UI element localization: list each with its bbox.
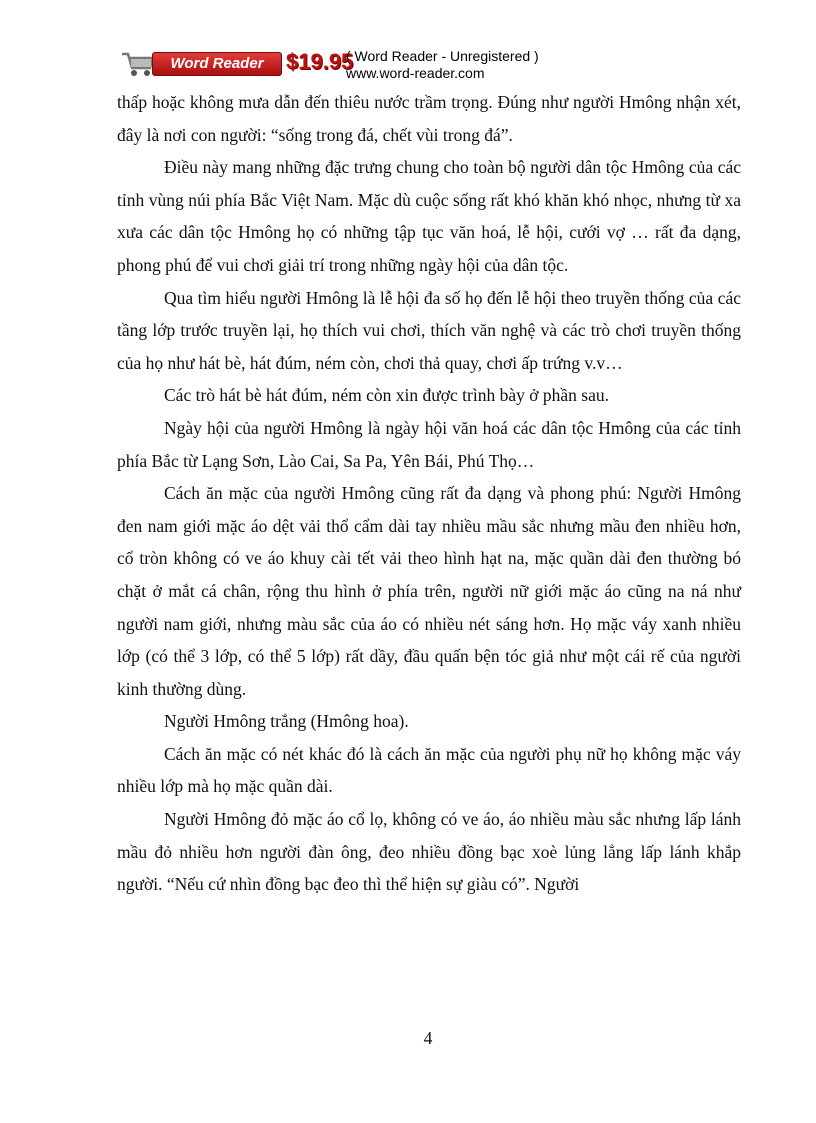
paragraph: Người Hmông đỏ mặc áo cổ lọ, không có ve áo, áo nhiều màu sắc nhưng lấp lánh mầu đỏ nhiều hơn người đàn ông, đeo nhiều đồng bạc xoè lủng lẳng lấp lánh khắp người. “Nếu cứ nhìn đồng bạc đeo thì thể hiện sự giàu có”. Người <box>117 809 741 895</box>
shopping-cart-icon <box>120 50 156 78</box>
paragraph: Các trò hát bè hát đúm, ném còn xin được trình bày ở phần sau. <box>164 385 609 406</box>
paragraph: Cách ăn mặc của người Hmông cũng rất đa dạng và phong phú: Người Hmông đen nam giới mặc áo dệt vải thổ cẩm dài tay nhiều mầu sắc nhưng mầu đen nhiều hơn, cổ tròn không có ve áo khuy cài tết vải theo hình hạt na, mặc quần dài đen thường bó chặt ở mắt cá chân, rộng thu hình ở phía trên, người nữ giới mặc áo cũng na ná như người nam giới, nhưng màu sắc của áo có nhiều nét sáng hơn. Họ mặc váy xanh nhiều lớp (có thể 3 lớp, có thể 5 lớp) rất dầy, đầu quấn bện tóc giả như một cái rế của người kinh thường dùng. <box>117 483 741 699</box>
document-body <box>117 86 741 901</box>
paragraph: Cách ăn mặc có nét khác đó là cách ăn mặc của người phụ nữ họ không mặc váy nhiều lớp mà họ mặc quần dài. <box>117 743 741 797</box>
price-label: $19.95 <box>286 49 354 74</box>
paragraph: Qua tìm hiểu người Hmông là lễ hội đa số họ đến lễ hội theo truyền thống của các tầng lớp trước truyền lại, họ thích vui chơi, thích văn nghệ và các trò chơi truyền thống của họ như hát bè, hát đúm, ném còn, chơi thả quay, chơi ấp trứng v.v… <box>117 287 741 373</box>
watermark-banner <box>120 46 590 82</box>
watermark-line-unregistered: ( Word Reader - Unregistered ) <box>346 48 539 64</box>
paragraph: Ngày hội của người Hmông là ngày hội văn hoá các dân tộc Hmông của các tỉnh phía Bắc từ Lạng Sơn, Lào Cai, Sa Pa, Yên Bái, Phú Thọ… <box>117 417 741 471</box>
paragraph: Người Hmông trắng (Hmông hoa). <box>164 711 409 732</box>
page-number: 4 <box>423 1028 433 1048</box>
paragraph: Điều này mang những đặc trưng chung cho toàn bộ người dân tộc Hmông của các tỉnh vùng núi phía Bắc Việt Nam. Mặc dù cuộc sống rất khó khăn khó nhọc, nhưng từ xa xưa các dân tộc Hmông họ có những tập tục văn hoá, lễ hội, cưới vợ … rất đa dạng, phong phú để vui chơi giải trí trong những ngày hội của dân tộc. <box>117 157 741 275</box>
word-reader-badge: Word Reader <box>152 52 282 76</box>
watermark-text <box>346 48 539 82</box>
paragraph: thấp hoặc không mưa dẫn đến thiêu nước trầm trọng. Đúng như người Hmông nhận xét, đây là nơi con người: “sống trong đá, chết vùi trong đá”. <box>117 92 741 145</box>
watermark-line-url: www.word-reader.com <box>346 65 485 81</box>
